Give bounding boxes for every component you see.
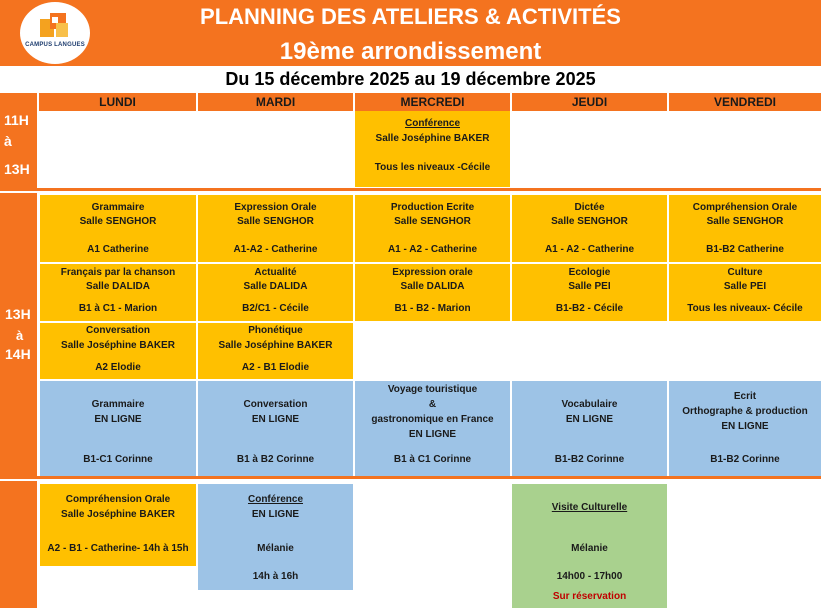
session-room: Salle DALIDA [400, 281, 465, 292]
session-wed-production-ecrite[interactable] [355, 195, 510, 262]
date-range: Du 15 décembre 2025 au 19 décembre 2025 [225, 69, 596, 89]
time-start-13h: 13H [5, 306, 31, 322]
session-room: Salle Joséphine BAKER [375, 133, 490, 144]
row-separator [0, 476, 821, 479]
session-room: EN LIGNE [251, 414, 300, 425]
session-title: Compréhension Orale [692, 202, 798, 213]
session-level: B1 à C1 Corinne [393, 454, 472, 465]
session-thu-dictee[interactable] [512, 195, 667, 262]
session-room: Salle Joséphine BAKER [218, 340, 333, 351]
session-thu-vocabulaire-online[interactable] [512, 381, 667, 476]
session-title: Phonétique [248, 325, 303, 336]
session-title: Français par la chanson [60, 267, 176, 278]
time-end-13h: 13H [4, 161, 30, 177]
session-level: B1-C1 Corinne [83, 454, 153, 465]
reservation-note: Sur réservation [552, 591, 627, 602]
session-host: Mélanie [571, 543, 608, 554]
session-tue-phonetique[interactable] [198, 323, 353, 379]
day-header-mercredi: MERCREDI [400, 95, 465, 109]
time-column-slot3 [0, 481, 37, 608]
session-level: A2 - B1 - Catherine- 14h à 15h [47, 543, 189, 554]
session-room: Salle SENGHOR [79, 216, 157, 227]
session-room: Salle DALIDA [86, 281, 150, 292]
session-fri-ecrit-online[interactable] [669, 381, 821, 476]
session-room: EN LIGNE [94, 414, 142, 425]
session-title-amp: & [428, 399, 437, 410]
session-title: Conversation [86, 325, 150, 336]
divider [667, 93, 669, 111]
session-room: Salle PEI [568, 281, 611, 292]
session-title: Conférence [247, 494, 303, 505]
session-title: Expression orale [392, 267, 473, 278]
session-title: Grammaire [91, 202, 145, 213]
session-title: Vocabulaire [561, 399, 618, 410]
session-level: Tous les niveaux -Cécile [374, 162, 491, 173]
session-room: Salle SENGHOR [394, 216, 471, 227]
session-title-cont: gastronomique en France [371, 414, 494, 425]
session-room: EN LIGNE [565, 414, 614, 425]
session-level: A2 Elodie [95, 362, 141, 373]
session-tue-conference-online[interactable] [198, 484, 353, 590]
session-level: A1 - A2 - Catherine [387, 244, 478, 255]
session-level: B1-B2 Corinne [554, 454, 625, 465]
session-room: Salle Joséphine BAKER [61, 340, 175, 351]
session-level: A1 Catherine [87, 244, 149, 255]
day-header-mardi: MARDI [255, 95, 296, 109]
session-wed-expression-orale[interactable] [355, 264, 510, 321]
session-time: 14h à 16h [252, 571, 299, 582]
page-title: PLANNING DES ATELIERS & ACTIVITÉS [200, 4, 621, 29]
session-wed-conference[interactable] [355, 111, 510, 187]
day-header-lundi: LUNDI [99, 95, 136, 109]
session-tue-conversation-online[interactable] [198, 381, 353, 476]
session-title: Voyage touristique [387, 384, 478, 395]
session-title: Expression Orale [234, 202, 317, 213]
session-room: Salle DALIDA [243, 281, 308, 292]
session-level: A1-A2 - Catherine [233, 244, 318, 255]
session-mon-chanson[interactable] [40, 264, 196, 321]
session-mon-grammaire-online[interactable] [40, 381, 196, 476]
session-title: Conférence [404, 118, 460, 129]
session-thu-visite-culturelle[interactable] [512, 484, 667, 608]
day-header-vendredi: VENDREDI [713, 95, 776, 109]
session-room: Salle SENGHOR [551, 216, 628, 227]
session-host: Mélanie [257, 543, 294, 554]
session-level: A1 - A2 - Catherine [544, 244, 635, 255]
session-level: A2 - B1 Elodie [241, 362, 310, 373]
session-title: Production Ecrite [390, 202, 475, 213]
divider [37, 93, 39, 111]
session-level: B1-B2 - Cécile [555, 303, 624, 314]
session-subtitle: Orthographe & production [682, 406, 808, 417]
session-fri-comprehension-orale[interactable] [669, 195, 821, 262]
session-level: B2/C1 - Cécile [242, 303, 309, 314]
session-level: B1 - B2 - Marion [394, 303, 471, 314]
logo-text: CAMPUS LANGUES [25, 42, 85, 48]
session-title: Ecologie [568, 267, 611, 278]
session-room: EN LIGNE [408, 429, 457, 440]
session-level: B1-B2 Corinne [710, 454, 780, 465]
time-sep: à [16, 328, 24, 343]
session-time: 14h00 - 17h00 [556, 571, 623, 582]
row-separator [0, 188, 821, 191]
session-level: B1 à B2 Corinne [236, 454, 315, 465]
session-title: Ecrit [733, 391, 757, 402]
session-room: EN LIGNE [721, 421, 769, 432]
session-title: Culture [727, 267, 763, 278]
session-wed-voyage-online[interactable] [355, 381, 510, 476]
time-end-14h: 14H [5, 346, 31, 362]
session-mon-grammaire[interactable] [40, 195, 196, 262]
session-tue-actualite[interactable] [198, 264, 353, 321]
session-title: Grammaire [91, 399, 145, 410]
session-title: Visite Culturelle [551, 502, 628, 513]
page-subtitle: 19ème arrondissement [279, 38, 542, 65]
session-room: Salle PEI [723, 281, 767, 292]
divider [510, 93, 512, 111]
session-title: Conversation [243, 399, 308, 410]
divider [196, 93, 198, 111]
session-room: Salle SENGHOR [237, 216, 314, 227]
session-mon-comprehension-orale[interactable] [40, 484, 196, 566]
time-start-11h: 11H [4, 112, 29, 128]
session-title: Actualité [254, 267, 297, 278]
session-title: Compréhension Orale [65, 494, 171, 505]
session-level: B1 à C1 - Marion [78, 303, 158, 314]
session-level: Tous les niveaux- Cécile [687, 303, 803, 314]
session-room: EN LIGNE [251, 509, 300, 520]
session-room: Salle SENGHOR [706, 216, 784, 227]
day-header-jeudi: JEUDI [571, 95, 608, 109]
session-fri-culture[interactable] [669, 264, 821, 321]
session-room: Salle Joséphine BAKER [61, 509, 175, 520]
time-sep: à [4, 133, 12, 149]
session-mon-conversation[interactable] [40, 323, 196, 379]
divider [353, 93, 355, 111]
session-level: B1-B2 Catherine [706, 244, 784, 255]
session-title: Dictée [574, 202, 605, 213]
session-thu-ecologie[interactable] [512, 264, 667, 321]
session-tue-expression-orale[interactable] [198, 195, 353, 262]
